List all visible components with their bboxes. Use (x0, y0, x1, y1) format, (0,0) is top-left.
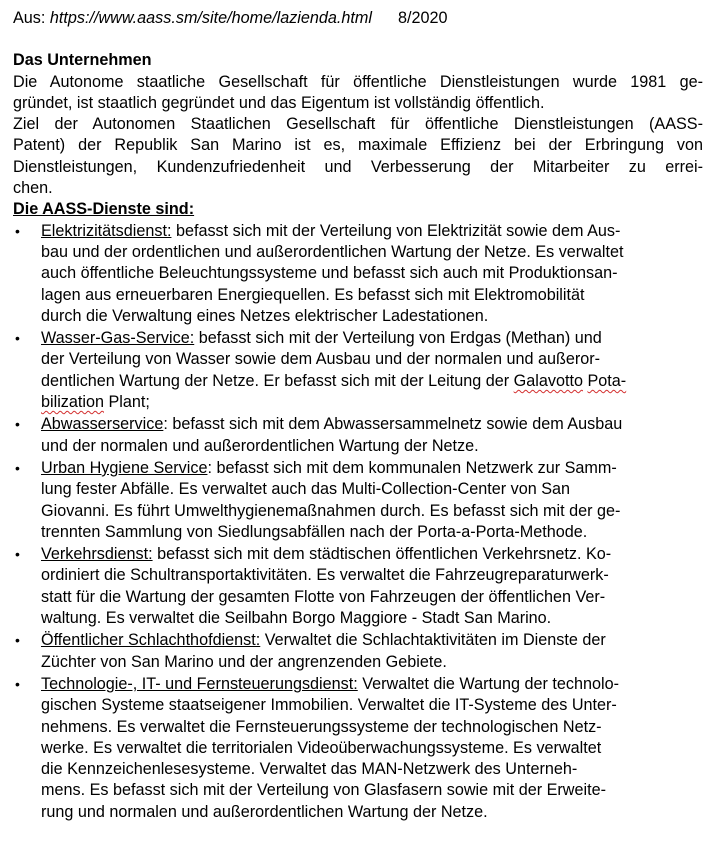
company-line: Die Autonome staatliche Gesellschaft für öffentliche Dienstleistungen wurde 1981 ge- (13, 72, 703, 91)
service-line: bau und der ordentlichen und außerordentlichen Wartung der Netze. Es verwaltet (41, 242, 624, 261)
service-line: nehmens. Es verwaltet die Fernsteuerungssysteme der technologischen Netz- (41, 717, 602, 736)
services-heading: Die AASS-Dienste sind: (13, 200, 195, 219)
service-line: lagen aus erneuerbaren Energiequellen. Es befasst sich mit Elektromobilität (41, 285, 585, 304)
spellcheck-word[interactable]: Galavotto (513, 371, 583, 390)
bullet-icon: • (15, 632, 20, 649)
service-line: rung und normalen und außerordentlichen Wartung der Netze. (41, 802, 488, 821)
bullet-icon: • (15, 459, 20, 476)
source-prefix: Aus: (13, 9, 46, 27)
service-item-urban-hygiene (13, 458, 703, 543)
service-line: gischen Systeme staatseigener Immobilien. Verwaltet die IT-Systeme des Unter- (41, 696, 617, 715)
service-title: Elektrizitätsdienst: (41, 221, 172, 240)
service-text: befasst sich mit der Verteilung von Elektrizität sowie dem Aus- (171, 221, 621, 240)
service-line: werke. Es verwaltet die territorialen Videoüberwachungssysteme. Es verwaltet (41, 738, 602, 757)
service-line: dentlichen Wartung der Netze. Er befasst sich mit der Leitung der (41, 371, 514, 390)
service-line: die Kennzeichenlesesysteme. Verwaltet das MAN-Netzwerk des Unterneh- (41, 760, 578, 779)
company-line: Dienstleistungen, Kundenzufriedenheit und Verbesserung der Mitarbeiter zu errei- (13, 157, 703, 176)
bullet-icon: • (15, 416, 20, 433)
source-date: 8/2020 (398, 9, 448, 27)
bullet-icon: • (15, 675, 20, 692)
service-line: Züchter von San Marino und der angrenzenden Gebiete. (41, 652, 447, 671)
spellcheck-word[interactable]: bilization (41, 393, 104, 412)
service-title: Technologie-, IT- und Fernsteuerungsdienst: (41, 674, 358, 693)
company-line: chen. (13, 179, 53, 198)
service-text: : befasst sich mit dem kommunalen Netzwerk zur Samm- (207, 458, 617, 477)
service-text: befasst sich mit dem städtischen öffentlichen Verkehrsnetz. Ko- (152, 545, 612, 564)
bullet-icon: • (15, 330, 20, 347)
service-line: durch die Verwaltung eines Netzes elektrischer Ladestationen. (41, 306, 489, 325)
service-line: auch öffentliche Beleuchtungssysteme und befasst sich auch mit Produktionsan- (41, 264, 618, 283)
service-line: lung fester Abfälle. Es verwaltet auch das Multi-Collection-Center von San (41, 480, 571, 499)
service-text: : befasst sich mit dem Abwassersammelnetz sowie dem Ausbau (163, 415, 623, 434)
service-line: und der normalen und außerordentlichen Wartung der Netze. (41, 436, 479, 455)
service-item-slaughterhouse (13, 630, 703, 673)
service-line: waltung. Es verwaltet die Seilbahn Borgo Maggiore - Stadt San Marino. (41, 609, 552, 628)
company-line: Ziel der Autonomen Staatlichen Gesellschaft für öffentliche Dienstleistungen (AASS- (13, 115, 703, 134)
service-title: Urban Hygiene Service (41, 458, 208, 477)
services-list (13, 221, 703, 823)
service-item-wastewater (13, 414, 703, 457)
service-line: Giovanni. Es führt Umwelthygienemaßnahmen durch. Es befasst sich mit der ge- (41, 501, 621, 520)
spellcheck-word[interactable]: Pota- (587, 371, 627, 390)
company-line: gründet, ist staatlich gegründet und das Eigentum ist vollständig öffentlich. (13, 93, 545, 112)
source-url: https://www.aass.sm/site/home/lazienda.html (49, 9, 372, 27)
bullet-icon: • (15, 222, 20, 239)
service-title: Wasser-Gas-Service: (41, 329, 195, 348)
company-heading: Das Unternehmen (13, 51, 152, 70)
service-item-traffic (13, 544, 703, 629)
service-text: Plant; (104, 393, 150, 412)
company-line: Patent) der Republik San Marino ist es, maximale Effizienz bei der Erbringung von (13, 136, 703, 155)
service-text: Verwaltet die Schlachtaktivitäten im Dienste der (260, 631, 606, 650)
service-item-water-gas (13, 328, 703, 413)
document (13, 8, 703, 824)
service-title: Verkehrsdienst: (41, 545, 153, 564)
bullet-icon: • (15, 546, 20, 563)
service-line: trennten Sammlung von Siedlungsabfällen nach der Porta-a-Porta-Methode. (41, 522, 588, 541)
service-item-electricity (13, 221, 703, 327)
service-title: Öffentlicher Schlachthofdienst: (41, 631, 261, 650)
service-line: mens. Es befasst sich mit der Verteilung von Glasfasern sowie mit der Erweite- (41, 781, 606, 800)
service-line: der Verteilung von Wasser sowie dem Ausbau und der normalen und außeror- (41, 350, 601, 369)
company-paragraph (13, 72, 703, 200)
service-line: ordiniert die Schultransportaktivitäten. Es verwaltet die Fahrzeugreparaturwerk- (41, 566, 609, 585)
source-line (13, 8, 703, 29)
service-item-technology (13, 674, 703, 823)
service-title: Abwasserservice (41, 415, 164, 434)
service-text: befasst sich mit der Verteilung von Erdgas (Methan) und (194, 329, 602, 348)
service-line: statt für die Wartung der gesamten Flotte von Fahrzeugen der öffentlichen Ver- (41, 587, 606, 606)
service-text: Verwaltet die Wartung der technolo- (357, 674, 619, 693)
